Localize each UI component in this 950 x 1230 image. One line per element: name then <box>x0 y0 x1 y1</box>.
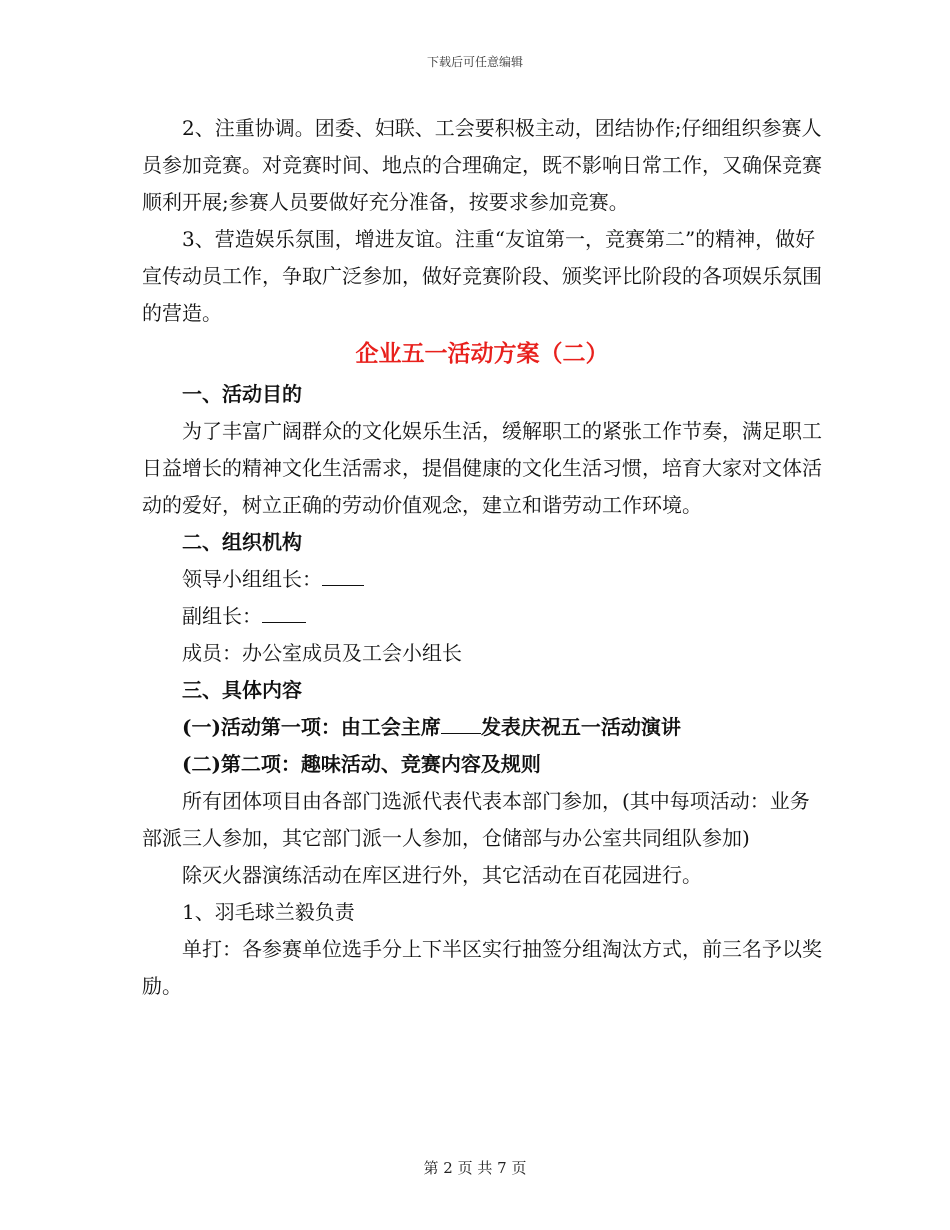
paragraph-atmosphere: 3、营造娱乐氛围，增进友谊。注重“友谊第一，竞赛第二”的精神，做好宣传动员工作，争取广泛参加，做好竞赛阶段、颁奖评比阶段的各项娱乐氛围的营造。 <box>142 227 822 325</box>
section-heading-organization: 二、组织机构 <box>182 530 302 554</box>
badminton-heading: 1、羽毛球兰毅负责 <box>182 900 355 924</box>
leader-line <box>142 561 822 598</box>
paragraph-singles: 单打：各参赛单位选手分上下半区实行抽签分组淘汰方式，前三名予以奖励。 <box>142 937 822 998</box>
section-heading-purpose: 一、活动目的 <box>182 382 302 406</box>
section-heading-content: 三、具体内容 <box>182 678 302 702</box>
members-line: 成员：办公室成员及工会小组长 <box>182 641 462 665</box>
item-one-suffix: 发表庆祝五一活动演讲 <box>480 715 681 739</box>
paragraph-team-selection: 所有团体项目由各部门选派代表代表本部门参加，(其中每项活动：业务部派三人参加，其它部门派一人参加，仓储部与办公室共同组队参加) <box>142 789 810 850</box>
document-title: 企业五一活动方案（二） <box>355 340 609 367</box>
item-one-blank <box>441 713 481 734</box>
page-footer: 第 2 页 共 7 页 <box>423 1159 527 1177</box>
item-one-line <box>142 709 822 746</box>
leader-label: 领导小组组长： <box>182 567 322 591</box>
paragraph-purpose: 为了丰富广阔群众的文化娱乐生活，缓解职工的紧张工作节奏，满足职工日益增长的精神文化生活需求，提倡健康的文化生活习惯，培育大家对文体活动的爱好，树立正确的劳动价值观念，建立和谐劳动工作环境。 <box>142 419 822 517</box>
leader-blank <box>322 565 364 586</box>
page-header: 下载后可任意编辑 <box>426 55 523 69</box>
deputy-blank <box>262 602 306 623</box>
document-body <box>142 110 822 1005</box>
deputy-label: 副组长： <box>182 604 262 628</box>
deputy-line <box>142 598 822 635</box>
item-one-prefix: (一)活动第一项：由工会主席 <box>182 715 441 739</box>
paragraph-venue: 除灭火器演练活动在库区进行外，其它活动在百花园进行。 <box>182 863 702 887</box>
item-two-line: (二)第二项：趣味活动、竞赛内容及规则 <box>182 752 541 776</box>
paragraph-coordination: 2、注重协调。团委、妇联、工会要积极主动，团结协作;仔细组织参赛人员参加竞赛。对竞赛时间、地点的合理确定，既不影响日常工作，又确保竞赛顺利开展;参赛人员要做好充分准备，按要求参加竞赛。 <box>142 116 822 214</box>
